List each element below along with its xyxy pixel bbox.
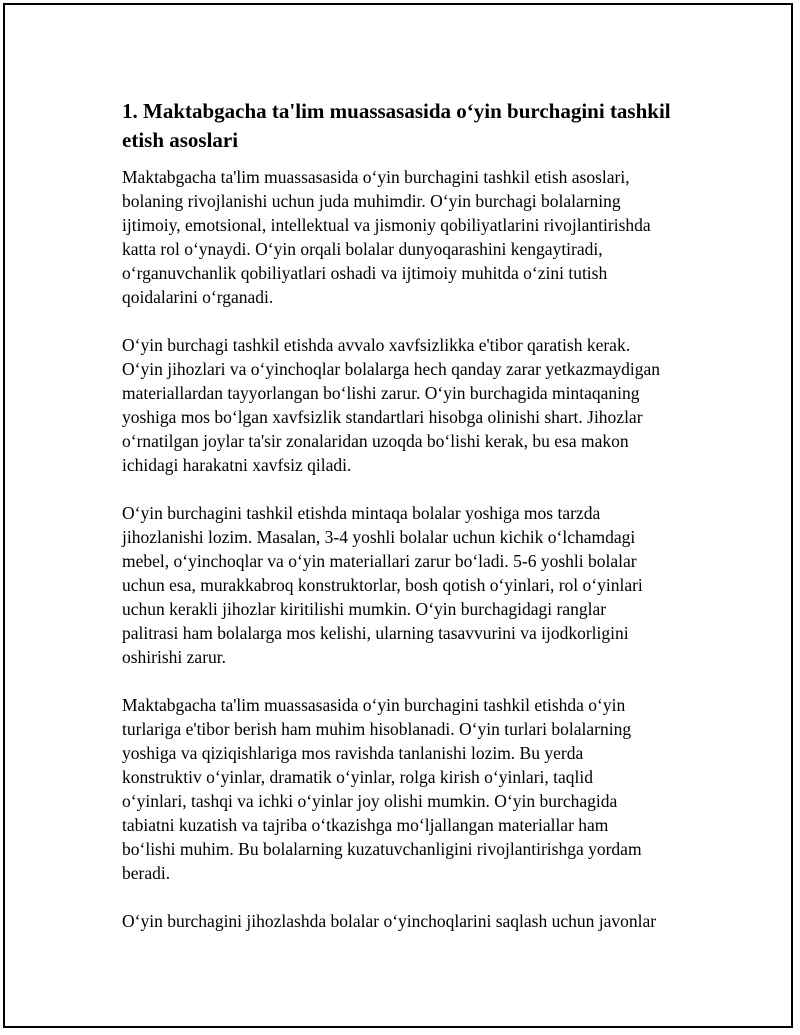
heading-line: 1. Maktabgacha ta'lim muassasasida o‘yin burchagini tashkil bbox=[122, 99, 671, 123]
text-line: yoshiga mos bo‘lgan xavfsizlik standartlari hisobga olinishi shart. Jihozlar bbox=[122, 407, 643, 427]
paragraph-4 bbox=[122, 693, 697, 885]
text-line: jihozlanishi lozim. Masalan, 3-4 yoshli bolalar uchun kichik o‘lchamdagi bbox=[122, 527, 636, 547]
text-line: O‘yin burchagi tashkil etishda avvalo xavfsizlikka e'tibor qaratish kerak. bbox=[122, 335, 631, 355]
text-line: bo‘lishi muhim. Bu bolalarning kuzatuvchanligini rivojlantirishga yordam bbox=[122, 839, 642, 859]
heading-line: etish asoslari bbox=[122, 128, 239, 152]
text-line: O‘yin jihozlari va o‘yinchoqlar bolalarga hech qanday zarar yetkazmaydigan bbox=[122, 359, 661, 379]
text-line: Maktabgacha ta'lim muassasasida o‘yin burchagini tashkil etishda o‘yin bbox=[122, 695, 626, 715]
paragraph-1 bbox=[122, 165, 697, 309]
page-frame bbox=[3, 3, 793, 1028]
section-heading bbox=[122, 97, 697, 155]
text-line: bolaning rivojlanishi uchun juda muhimdir. O‘yin burchagi bolalarning bbox=[122, 191, 621, 211]
text-line: uchun esa, murakkabroq konstruktorlar, bosh qotish o‘yinlari, rol o‘yinlari bbox=[122, 575, 643, 595]
text-line: mebel, o‘yinchoqlar va o‘yin materiallari zarur bo‘ladi. 5-6 yoshli bolalar bbox=[122, 551, 637, 571]
text-line: materiallardan tayyorlangan bo‘lishi zarur. O‘yin burchagida mintaqaning bbox=[122, 383, 640, 403]
text-line: o‘yinlari, tashqi va ichki o‘yinlar joy olishi mumkin. O‘yin burchagida bbox=[122, 791, 618, 811]
text-line: uchun kerakli jihozlar kiritilishi mumkin. O‘yin burchagidagi ranglar bbox=[122, 599, 607, 619]
text-line: O‘yin burchagini tashkil etishda mintaqa bolalar yoshiga mos tarzda bbox=[122, 503, 601, 523]
text-line: konstruktiv o‘yinlar, dramatik o‘yinlar, rolga kirish o‘yinlari, taqlid bbox=[122, 767, 593, 787]
text-line: ichidagi harakatni xavfsiz qiladi. bbox=[122, 455, 352, 475]
paragraph-2 bbox=[122, 333, 697, 477]
text-line: tabiatni kuzatish va tajriba o‘tkazishga mo‘ljallangan materiallar ham bbox=[122, 815, 609, 835]
text-line: O‘yin burchagini jihozlashda bolalar o‘yinchoqlarini saqlash uchun javonlar bbox=[122, 911, 657, 931]
text-line: o‘rnatilgan joylar ta'sir zonalaridan uzoqda bo‘lishi kerak, bu esa makon bbox=[122, 431, 629, 451]
paragraph-5 bbox=[122, 909, 697, 933]
text-line: yoshiga va qiziqishlariga mos ravishda tanlanishi lozim. Bu yerda bbox=[122, 743, 584, 763]
text-line: beradi. bbox=[122, 863, 171, 883]
text-line: o‘rganuvchanlik qobiliyatlari oshadi va ijtimoiy muhitda o‘zini tutish bbox=[122, 263, 608, 283]
text-line: katta rol o‘ynaydi. O‘yin orqali bolalar dunyoqarashini kengaytiradi, bbox=[122, 239, 603, 259]
text-line: palitrasi ham bolalarga mos kelishi, ularning tasavvurini va ijodkorligini bbox=[122, 623, 629, 643]
text-line: Maktabgacha ta'lim muassasasida o‘yin burchagini tashkil etish asoslari, bbox=[122, 167, 630, 187]
text-line: qoidalarini o‘rganadi. bbox=[122, 287, 274, 307]
text-line: turlariga e'tibor berish ham muhim hisoblanadi. O‘yin turlari bolalarning bbox=[122, 719, 632, 739]
text-line: ijtimoiy, emotsional, intellektual va jismoniy qobiliyatlarini rivojlantirishda bbox=[122, 215, 651, 235]
text-line: oshirishi zarur. bbox=[122, 647, 227, 667]
document-body bbox=[122, 97, 697, 957]
paragraph-3 bbox=[122, 501, 697, 669]
